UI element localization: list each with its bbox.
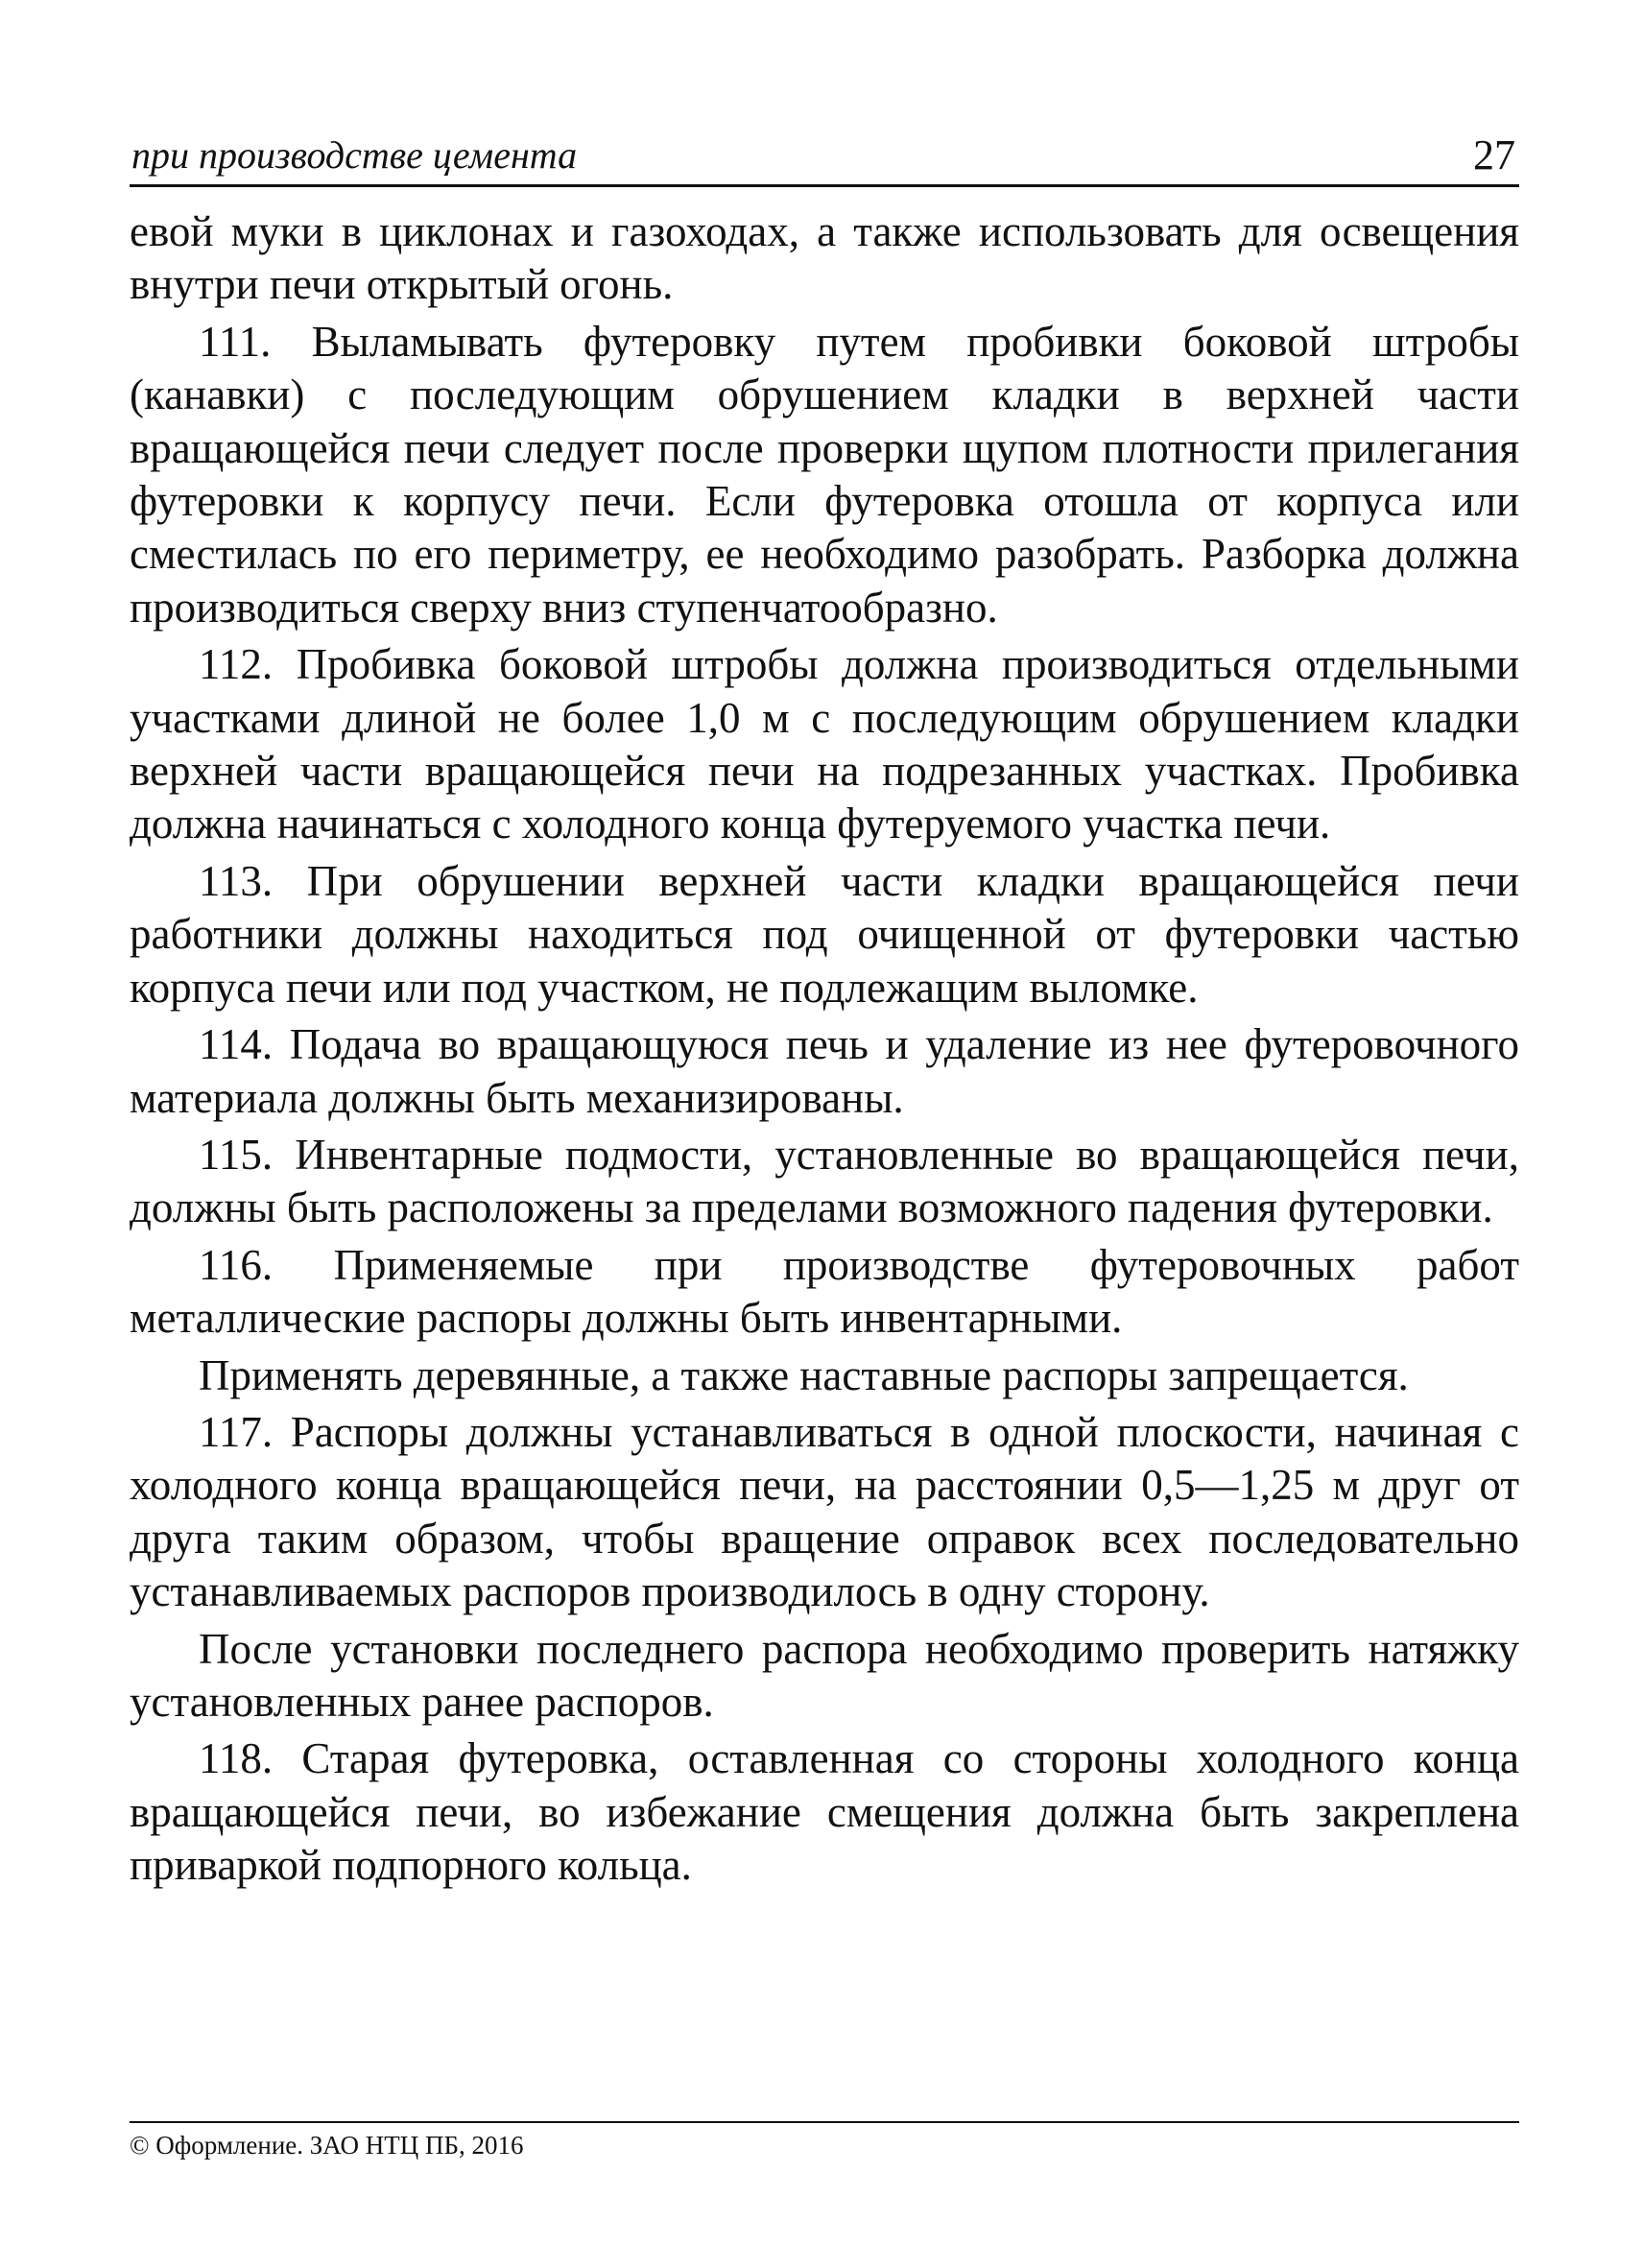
paragraph-116-note: Применять деревянные, а также наставные распоры запрещается.: [199, 1350, 1409, 1399]
body-text: [130, 205, 1519, 1897]
page-number: 27: [1473, 131, 1515, 179]
paragraph-117: 117. Распоры должны устанавливаться в одной плоскости, начиная с холодного конца вращающейся печи, на расстоянии 0,5—1,25 м друг от друга таким образом, чтобы вращение оправок всех последовательно устанавливаемых распоров производилось в одну сторону.: [130, 1407, 1519, 1616]
paragraph-118: 118. Старая футеровка, оставленная со стороны холодного конца вращающейся печи, во избежание смещения должна быть закреплена приваркой подпорного кольца.: [130, 1734, 1519, 1890]
paragraph-continuation: евой муки в циклонах и газоходах, а также использовать для освещения внутри печи открытый огонь.: [130, 207, 1519, 309]
paragraph-116: 116. Применяемые при производстве футеровочных работ металлические распоры должны быть инвентарными.: [130, 1240, 1519, 1343]
paragraph-113: 113. При обрушении верхней части кладки вращающейся печи работники должны находиться под очищенной от футеровки частью корпуса печи или под участком, не подлежащим выломке.: [130, 856, 1519, 1012]
running-header: [130, 123, 1519, 187]
copyright-notice: © Оформление. ЗАО НТЦ ПБ, 2016: [130, 2131, 524, 2160]
paragraph-111: 111. Выламывать футеровку путем пробивки боковой штробы (канавки) с последующим обрушением кладки в верхней части вращающейся печи следует после проверки щупом плотности прилегания футеровки к корпусу печи. Если футеровка отошла от корпуса или сместилась по его периметру, ее необходимо разобрать. Разборка должна производиться сверху вниз ступенчатообразно.: [130, 317, 1519, 632]
page-footer: [130, 2121, 1519, 2159]
header-title: при производстве цемента: [131, 133, 578, 177]
paragraph-117-note: После установки последнего распора необходимо проверить натяжку установленных ранее распоров.: [130, 1624, 1519, 1726]
paragraph-115: 115. Инвентарные подмости, установленные во вращающейся печи, должны быть расположены за пределами возможного падения футеровки.: [130, 1130, 1519, 1232]
paragraph-112: 112. Пробивка боковой штробы должна производиться отдельными участками длиной не более 1,0 м с последующим обрушением кладки верхней части вращающейся печи на подрезанных участках. Пробивка должна начинаться с холодного конца футеруемого участка печи.: [130, 640, 1519, 848]
paragraph-114: 114. Подача во вращающуюся печь и удаление из нее футеровочного материала должны быть механизированы.: [130, 1020, 1519, 1122]
